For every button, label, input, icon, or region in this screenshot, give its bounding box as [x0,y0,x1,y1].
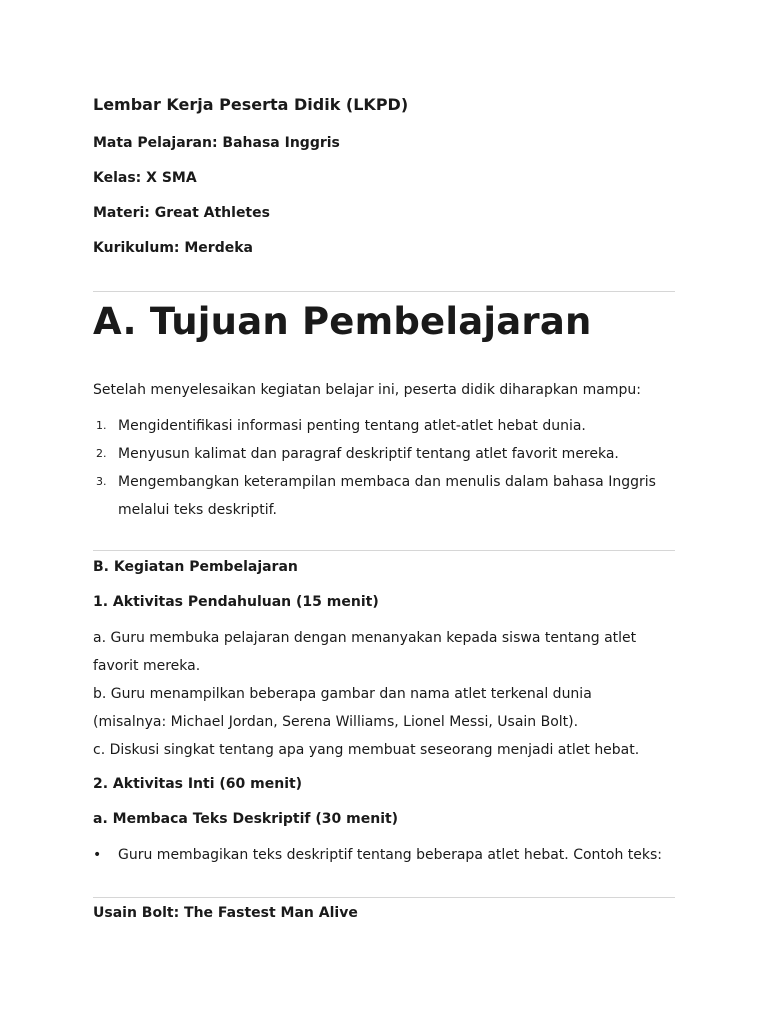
list-item [93,412,675,440]
section-b-heading: B. Kegiatan Pembelajaran [93,559,298,575]
divider [93,897,675,898]
meta-subject: Mata Pelajaran: Bahasa Inggris [93,135,340,151]
list-item-text: Mengidentifikasi informasi penting tentang atlet-atlet hebat dunia. [118,418,586,434]
activity-1-body [93,624,639,764]
activity-1-heading: 1. Aktivitas Pendahuluan (15 menit) [93,594,379,610]
divider [93,550,675,551]
list-number: 3. [96,475,107,488]
list-number: 1. [96,419,107,432]
text-title: Usain Bolt: The Fastest Man Alive [93,905,358,921]
activity-1-line: c. Diskusi singkat tentang apa yang membuat seseorang menjadi atlet hebat. [93,742,640,758]
activity-1-line: favorit mereka. [93,658,201,674]
section-a-heading: A. Tujuan Pembelajaran [93,300,592,343]
list-item-text: melalui teks deskriptif. [118,502,277,518]
list-item-text: Mengembangkan keterampilan membaca dan menulis dalam bahasa Inggris [118,474,656,490]
activity-1-line: (misalnya: Michael Jordan, Serena Williams, Lionel Messi, Usain Bolt). [93,714,579,730]
list-item-text: Guru membagikan teks deskriptif tentang beberapa atlet hebat. Contoh teks: [118,847,663,863]
list-item [93,468,675,524]
bullet-icon: • [93,847,102,863]
activity-2-subheading: a. Membaca Teks Deskriptif (30 menit) [93,811,399,827]
activity-1-line: a. Guru membuka pelajaran dengan menanyakan kepada siswa tentang atlet [93,630,637,646]
divider [93,291,675,292]
list-item [93,841,662,869]
document-title: Lembar Kerja Peserta Didik (LKPD) [93,95,409,114]
activity-2-bullets [93,841,662,869]
meta-material: Materi: Great Athletes [93,205,270,221]
objectives-list [93,412,675,524]
meta-class: Kelas: X SMA [93,170,197,186]
list-item [93,440,675,468]
list-item-text: Menyusun kalimat dan paragraf deskriptif tentang atlet favorit mereka. [118,446,619,462]
meta-curriculum: Kurikulum: Merdeka [93,240,253,256]
activity-2-heading: 2. Aktivitas Inti (60 menit) [93,776,303,792]
list-number: 2. [96,447,107,460]
section-a-intro: Setelah menyelesaikan kegiatan belajar ini, peserta didik diharapkan mampu: [93,382,641,398]
activity-1-line: b. Guru menampilkan beberapa gambar dan nama atlet terkenal dunia [93,686,592,702]
